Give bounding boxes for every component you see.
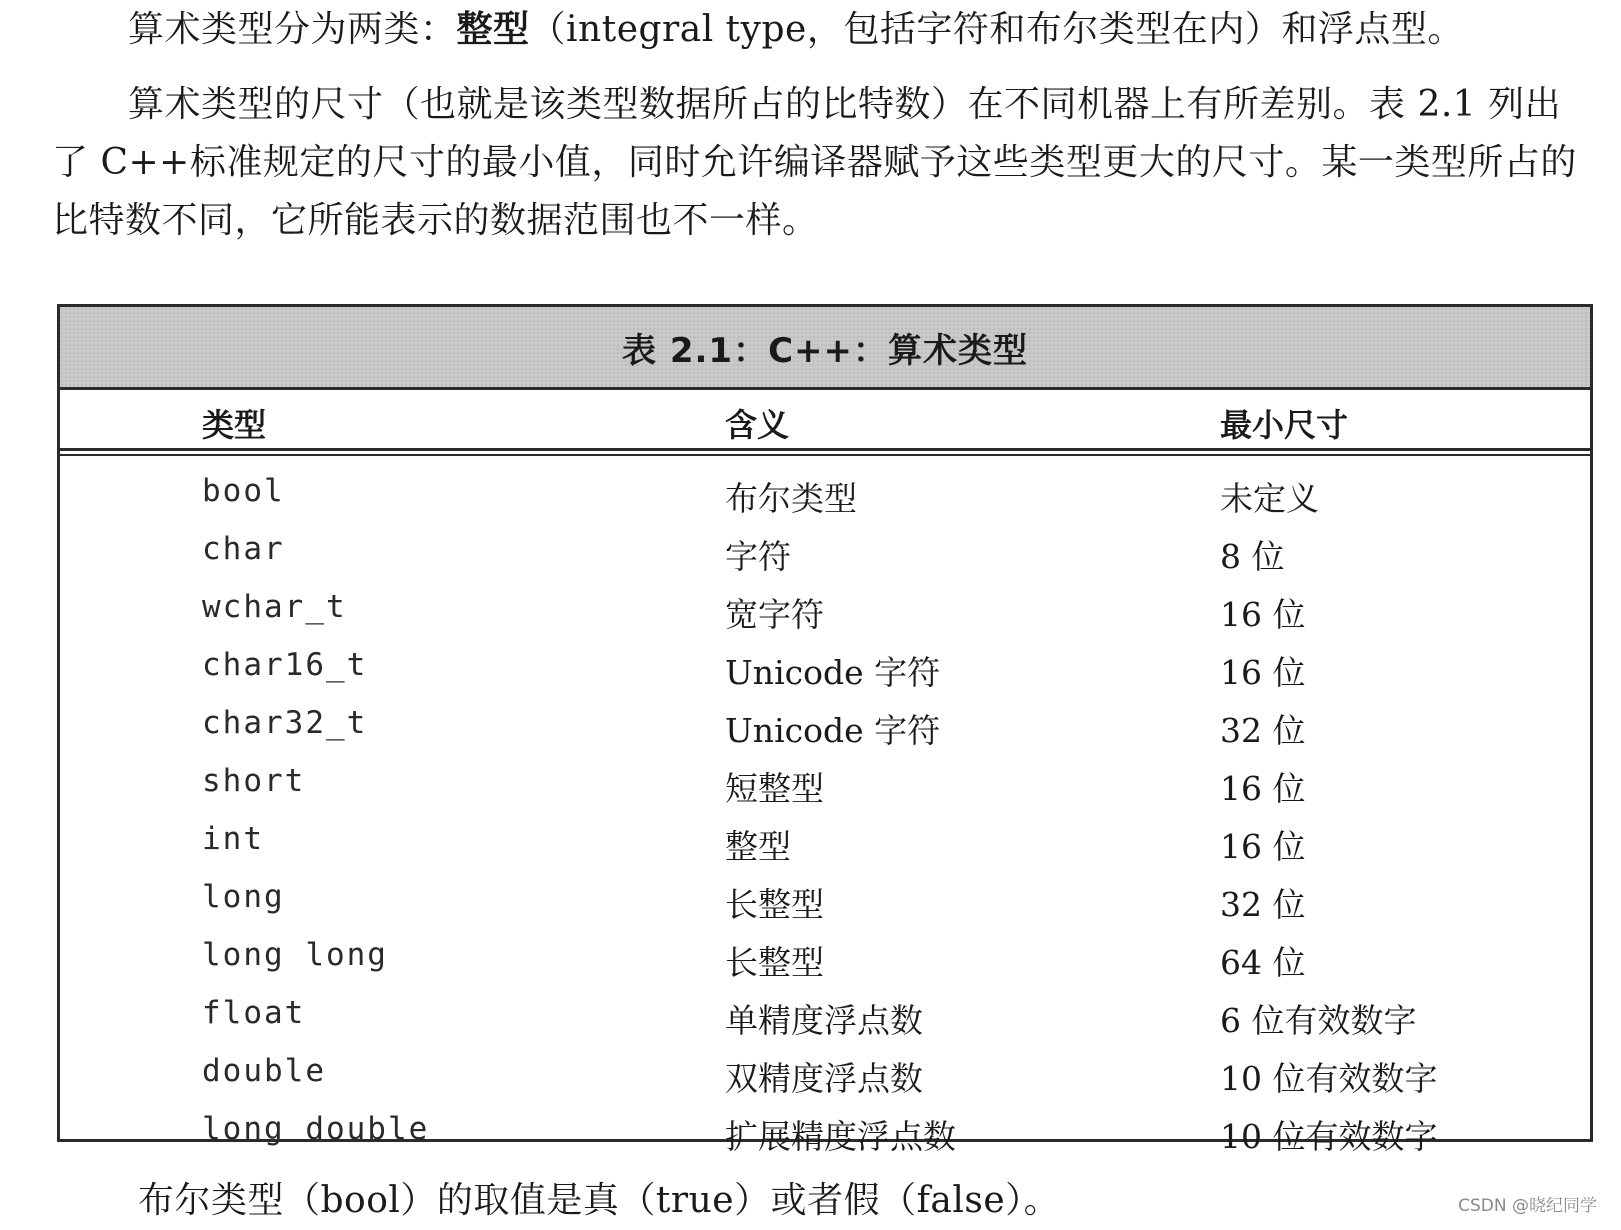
paragraph-text: 算术类型的尺寸（也就是该类型数据所占的比特数）在不同机器上有所差别。表 2.1 列出了 C++标准规定的尺寸的最小值，同时允许编译器赋予这些类型更大的尺寸。某一类型所占的比特数不同，它所能表示的数据范围也不一样。 bbox=[52, 84, 1577, 241]
term-integral: 整型 bbox=[456, 8, 530, 50]
cell-min-size: 10 位有效数字 bbox=[1220, 1059, 1438, 1098]
cell-min-size: 32 位 bbox=[1220, 711, 1306, 750]
arithmetic-types-table bbox=[57, 304, 1593, 1156]
table-row bbox=[60, 639, 1590, 697]
cell-meaning: 布尔类型 bbox=[725, 479, 857, 518]
cell-meaning: 扩展精度浮点数 bbox=[725, 1117, 956, 1156]
cell-type: bool bbox=[202, 473, 285, 509]
table-body bbox=[60, 451, 1590, 1161]
cell-meaning: 长整型 bbox=[725, 943, 824, 982]
cell-min-size: 16 位 bbox=[1220, 653, 1306, 692]
table-row bbox=[60, 581, 1590, 639]
paragraph-text: （integral type，包括字符和布尔类型在内）和浮点型。 bbox=[529, 9, 1464, 50]
cell-type: short bbox=[202, 763, 306, 799]
table-caption: 表 2.1：C++：算术类型 bbox=[60, 307, 1590, 390]
table-row bbox=[60, 1103, 1590, 1161]
header-type: 类型 bbox=[202, 406, 267, 444]
cell-min-size: 16 位 bbox=[1220, 827, 1306, 866]
cell-meaning: Unicode 字符 bbox=[725, 653, 941, 692]
cell-type: char32_t bbox=[202, 705, 368, 741]
cell-type: long bbox=[202, 879, 285, 915]
paragraph-arithmetic-types bbox=[52, 0, 1592, 59]
table-row bbox=[60, 1045, 1590, 1103]
cell-type: int bbox=[202, 821, 264, 857]
cell-min-size: 16 位 bbox=[1220, 769, 1306, 808]
watermark: CSDN @晓纪同学 bbox=[1458, 1196, 1597, 1216]
cell-meaning: Unicode 字符 bbox=[725, 711, 941, 750]
cell-min-size: 16 位 bbox=[1220, 595, 1306, 634]
cell-meaning: 长整型 bbox=[725, 885, 824, 924]
table-row bbox=[60, 465, 1590, 523]
cell-min-size: 10 位有效数字 bbox=[1220, 1117, 1438, 1156]
cell-meaning: 整型 bbox=[725, 827, 791, 866]
cell-type: long double bbox=[202, 1111, 430, 1147]
table-row bbox=[60, 987, 1590, 1045]
table-row bbox=[60, 697, 1590, 755]
cell-meaning: 宽字符 bbox=[725, 595, 824, 634]
header-meaning: 含义 bbox=[725, 406, 790, 444]
cell-meaning: 单精度浮点数 bbox=[725, 1001, 923, 1040]
cell-meaning: 短整型 bbox=[725, 769, 824, 808]
paragraph-bool-values: 布尔类型（bool）的取值是真（true）或者假（false）。 bbox=[138, 1180, 1061, 1221]
table-row bbox=[60, 929, 1590, 987]
cell-type: float bbox=[202, 995, 306, 1031]
table-row bbox=[60, 813, 1590, 871]
table-row bbox=[60, 871, 1590, 929]
paragraph-text: 算术类型分为两类： bbox=[128, 9, 457, 50]
cell-type: long long bbox=[202, 937, 388, 973]
table-row bbox=[60, 523, 1590, 581]
cell-min-size: 32 位 bbox=[1220, 885, 1306, 924]
cell-min-size: 8 位 bbox=[1220, 537, 1285, 576]
cell-min-size: 64 位 bbox=[1220, 943, 1306, 982]
header-min-size: 最小尺寸 bbox=[1220, 406, 1349, 444]
table-row bbox=[60, 755, 1590, 813]
cell-min-size: 6 位有效数字 bbox=[1220, 1001, 1417, 1040]
cell-type: wchar_t bbox=[202, 589, 347, 625]
cell-min-size: 未定义 bbox=[1220, 479, 1319, 518]
cell-meaning: 字符 bbox=[725, 537, 791, 576]
cell-type: char bbox=[202, 531, 285, 567]
paragraph-type-sizes bbox=[52, 76, 1592, 250]
cell-meaning: 双精度浮点数 bbox=[725, 1059, 923, 1098]
table-header bbox=[60, 390, 1590, 451]
cell-type: double bbox=[202, 1053, 326, 1089]
cell-type: char16_t bbox=[202, 647, 368, 683]
